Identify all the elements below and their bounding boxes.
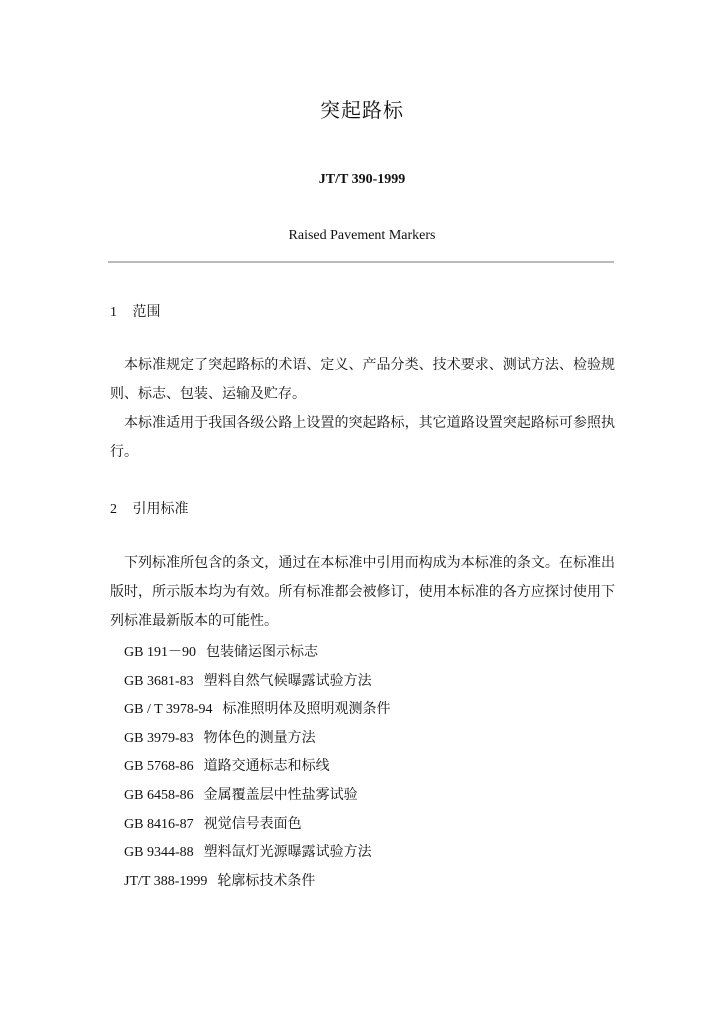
reference-list [124,638,391,895]
reference-code: GB 8416-87 [124,816,194,832]
section-number: 2 [110,502,117,517]
reference-item [124,667,391,696]
english-title: Raised Pavement Markers [288,228,436,243]
reference-title: 塑料自然气候曝露试验方法 [203,672,372,689]
reference-title: 金属覆盖层中性盐雾试验 [203,786,358,803]
document-title: 突起路标 [320,98,404,122]
reference-item [124,781,391,810]
section-title: 引用标准 [132,501,189,517]
reference-title: 包装储运图示标志 [205,644,318,660]
reference-item [124,810,391,839]
section-1-heading [110,301,160,321]
reference-code: GB 3979-83 [124,730,194,746]
reference-title: 物体色的测量方法 [203,729,316,746]
reference-item [124,724,391,753]
reference-title: 道路交通标志和标线 [203,758,330,775]
section-2-paragraph-1: 下列标准所包含的条文，通过在本标准中引用而构成为本标准的条文。在标准出版时，所示版本均为有效。所有标准都会被修订，使用本标准的各方应探讨使用下列标准最新版本的可能性。 [110,555,615,629]
reference-item [124,752,391,781]
section-1-paragraph-2: 本标准适用于我国各级公路上设置的突起路标，其它道路设置突起路标可参照执行。 [110,415,615,460]
reference-title: 轮廓标技术条件 [217,872,316,889]
reference-code: GB 191－90 [124,645,196,660]
standard-code: JT/T 390-1999 [318,172,406,187]
reference-code: GB / T 3978-94 [124,702,213,718]
reference-title: 视觉信号表面色 [203,815,302,832]
reference-code: JT/T 388-1999 [124,873,208,889]
section-number: 1 [110,305,117,320]
reference-item [124,638,391,667]
reference-item [124,695,391,724]
reference-item [124,867,391,896]
reference-code: GB 5768-86 [124,759,194,775]
header-divider [108,261,614,263]
reference-title: 标准照明体及照明观测条件 [222,701,391,718]
reference-title: 塑料氙灯光源曝露试验方法 [203,844,372,861]
section-title: 范围 [132,304,161,320]
section-1-paragraph-1: 本标准规定了突起路标的术语、定义、产品分类、技术要求、测试方法、检验规则、标志、包装、运输及贮存。 [110,357,615,402]
reference-code: GB 3681-83 [124,673,194,689]
reference-item [124,838,391,867]
reference-code: GB 9344-88 [124,845,194,861]
section-2-heading [110,498,188,518]
reference-code: GB 6458-86 [124,787,194,803]
